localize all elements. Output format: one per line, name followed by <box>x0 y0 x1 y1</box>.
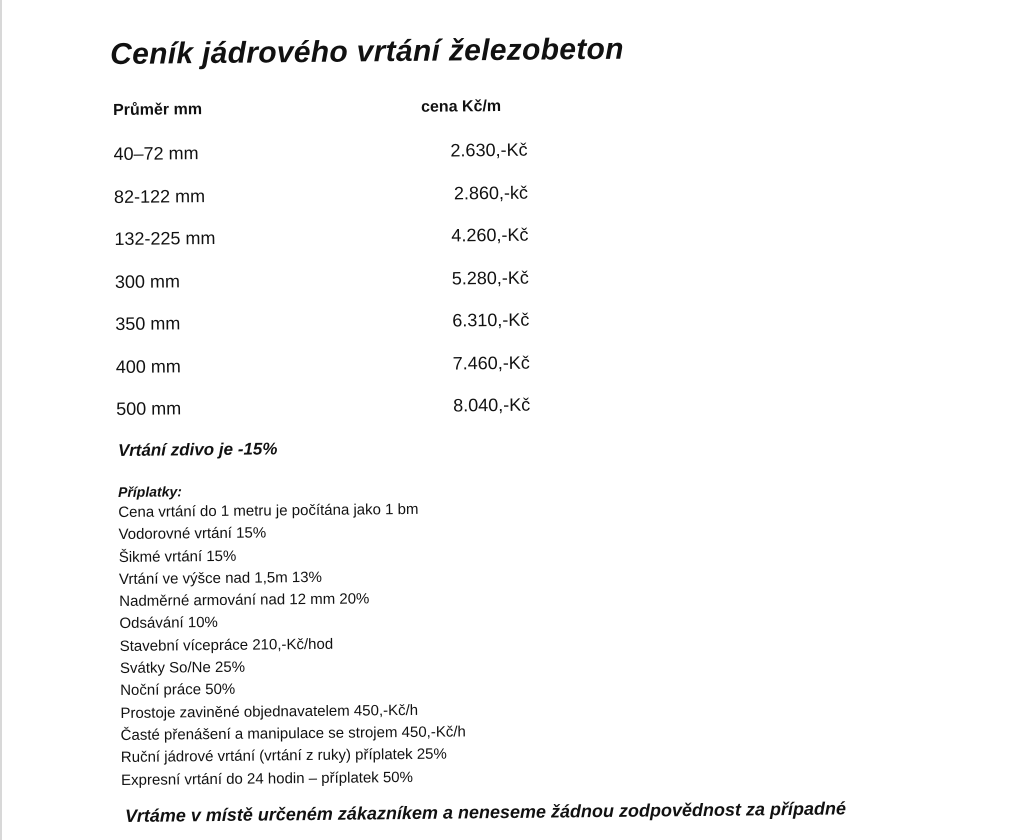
table-row <box>114 170 574 217</box>
list-item: Ruční jádrové vrtání (vrtání z ruky) příplatek 25% <box>120 745 447 767</box>
liability-note: Vrtáme v místě určeném zákazníkem a neneseme žádnou zodpovědnost za případné <box>125 798 847 826</box>
row-price: 2.860,-kč <box>453 182 529 203</box>
row-diameter: 82-122 mm <box>113 185 206 207</box>
list-item: Noční práce 50% <box>120 681 236 700</box>
row-diameter: 40–72 mm <box>113 143 199 164</box>
table-row <box>113 127 573 174</box>
list-item: Expresní vrtání do 24 hodin – příplatek 50% <box>121 768 414 789</box>
list-item: Vodorovné vrtání 15% <box>118 524 267 544</box>
row-diameter: 350 mm <box>115 313 181 334</box>
row-price: 2.630,-Kč <box>450 139 528 161</box>
masonry-discount-note: Vrtání zdivo je -15% <box>118 439 278 460</box>
list-item: Odsávání 10% <box>119 614 218 633</box>
page-title: Ceník jádrového vrtání železobeton <box>110 32 624 71</box>
table-header <box>113 97 573 132</box>
list-item: Nadměrné armování nad 12 mm 20% <box>119 590 370 611</box>
surcharge-list <box>118 498 466 791</box>
table-row <box>115 297 575 344</box>
row-diameter: 300 mm <box>114 270 181 292</box>
list-item: Prostoje zaviněné objednavatelem 450,-Kč/h <box>120 701 419 722</box>
list-item: Vrtání ve výšce nad 1,5m 13% <box>118 568 322 588</box>
row-diameter: 400 mm <box>115 355 181 377</box>
surcharges-section <box>118 480 466 791</box>
list-item: Šikmé vrtání 15% <box>118 547 237 566</box>
row-price: 8.040,-Kč <box>453 394 531 416</box>
list-item: Stavební vícepráce 210,-Kč/hod <box>119 635 334 655</box>
row-diameter: 132-225 mm <box>114 227 216 249</box>
table-row <box>114 212 574 259</box>
header-diameter: Průměr mm <box>113 101 203 119</box>
row-price: 4.260,-Kč <box>451 224 529 246</box>
header-price: cena Kč/m <box>420 97 502 116</box>
page-edge <box>0 0 2 840</box>
list-item: Časté přenášení a manipulace se strojem 450,-Kč/h <box>120 723 466 744</box>
list-item: Svátky So/Ne 25% <box>119 658 246 678</box>
table-row <box>115 255 575 302</box>
row-price: 7.460,-Kč <box>452 352 530 373</box>
surcharges-title: Příplatky: <box>118 483 182 500</box>
row-price: 5.280,-Kč <box>451 267 529 288</box>
table-row <box>116 340 576 387</box>
price-table <box>113 97 576 429</box>
list-item: Cena vrtání do 1 metru je počítána jako 1 bm <box>118 500 419 521</box>
row-price: 6.310,-Kč <box>452 309 530 331</box>
row-diameter: 500 mm <box>116 398 182 419</box>
table-row <box>116 382 576 429</box>
